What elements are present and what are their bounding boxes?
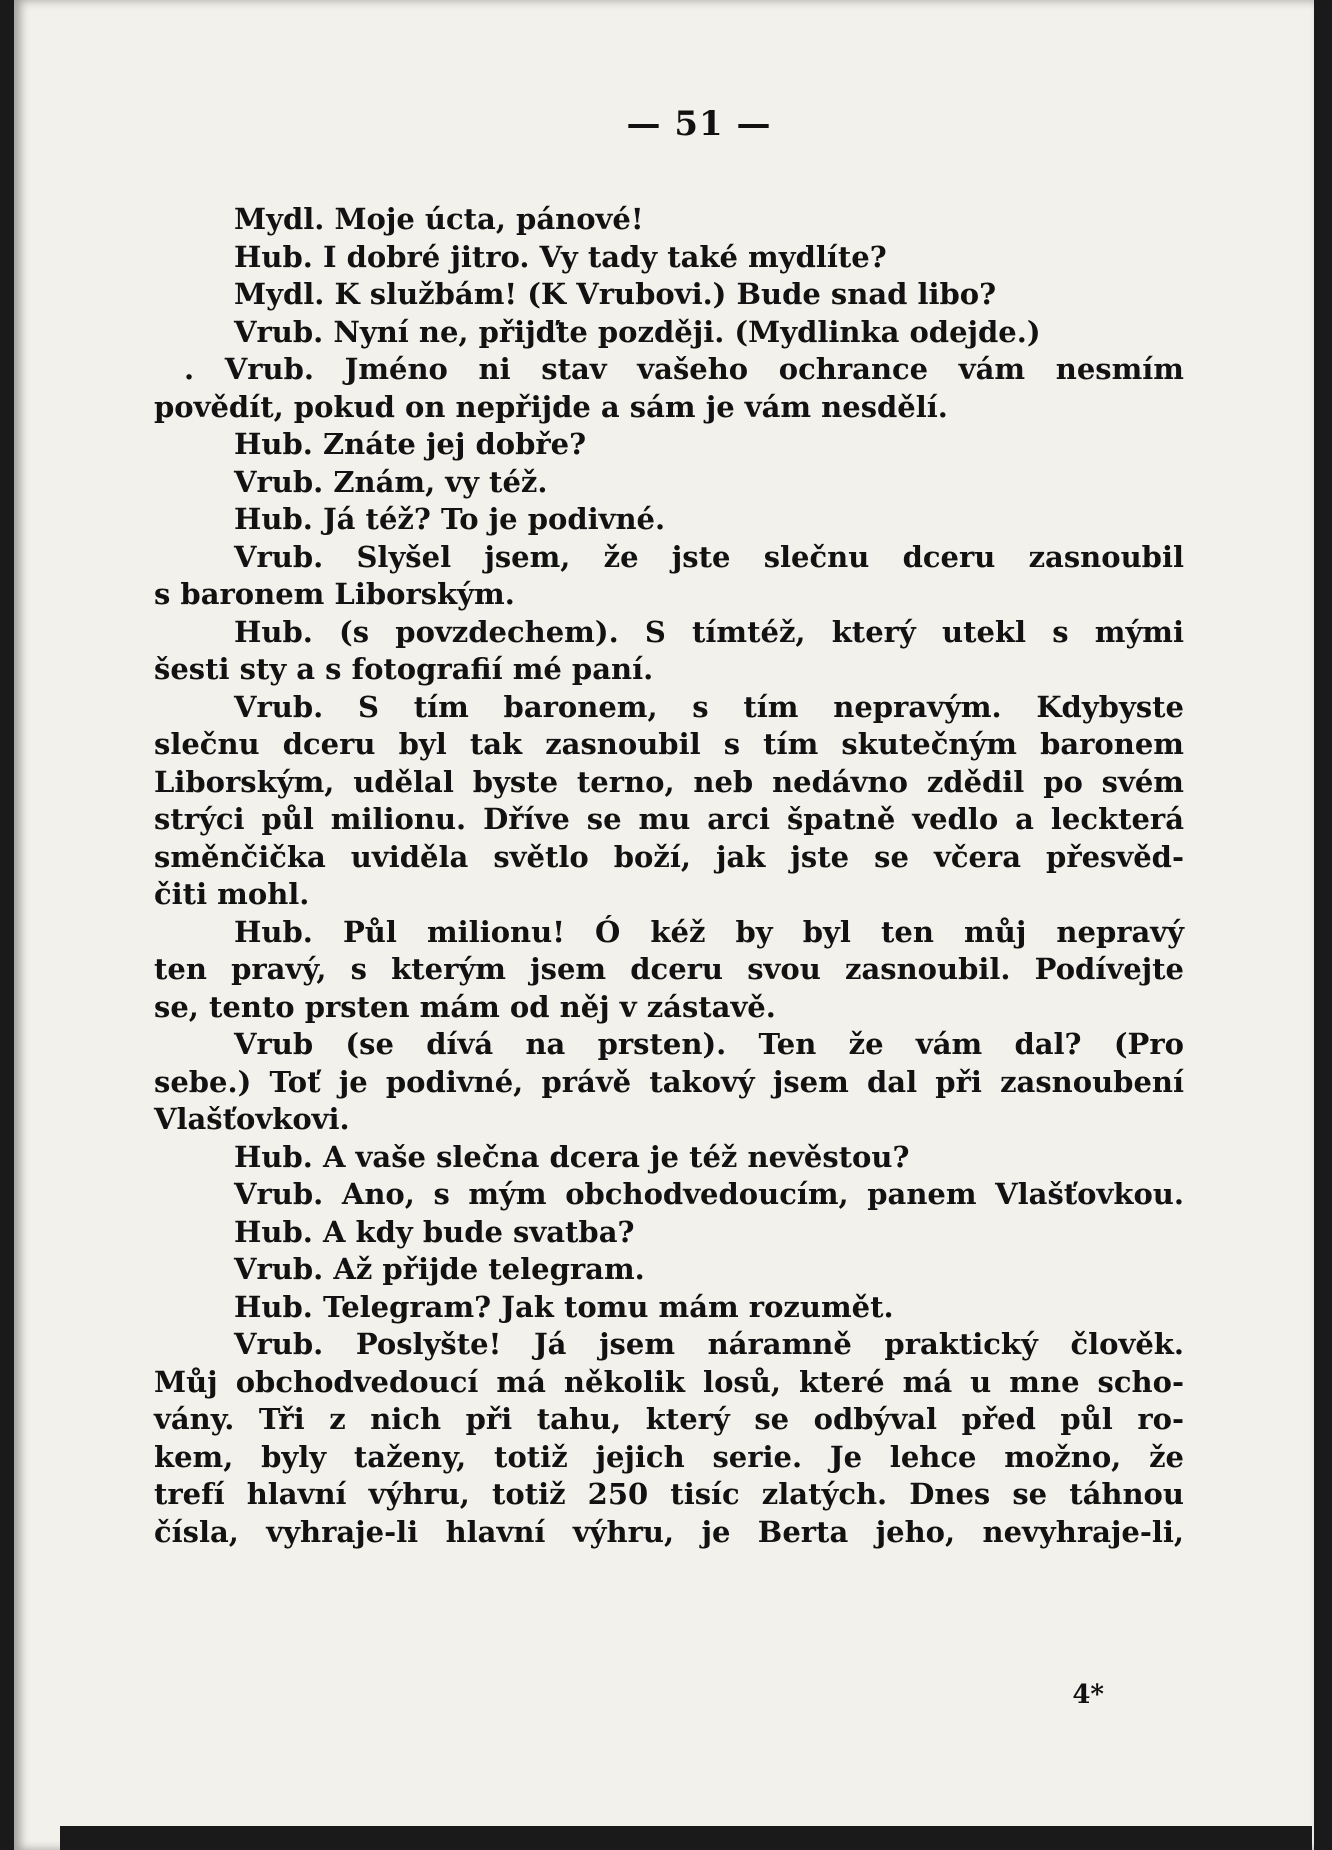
- text-line: . Vrub. Jméno ni stav vašeho ochrance vám nesmím: [184, 352, 1184, 386]
- text-line: čiti mohl.: [154, 877, 310, 911]
- page-edge-shadow: [60, 1826, 1312, 1850]
- text-line: směnčička uviděla světlo boží, jak jste se včera přesvěd-: [154, 839, 1184, 874]
- text-line: Hub. A vaše slečna dcera je též nevěstou?: [234, 1139, 910, 1174]
- text-line: Mydl. K službám! (K Vrubovi.) Bude snad libo?: [234, 277, 997, 311]
- text-line: Hub. Půl milionu! Ó kéž by byl ten můj nepravý: [234, 914, 1184, 949]
- text-line: Hub. Já též? To je podivné.: [234, 502, 666, 536]
- book-page: [14, 0, 1314, 1850]
- text-line: Vlašťovkovi.: [154, 1102, 350, 1136]
- text-line: Můj obchodvedoucí má několik losů, které má u mne scho-: [154, 1364, 1184, 1399]
- text-line: Hub. I dobré jitro. Vy tady také mydlíte?: [234, 239, 887, 274]
- text-line: kem, byly taženy, totiž jejich serie. Je lehce možno, že: [154, 1439, 1184, 1474]
- text-line: šesti sty a s fotografií mé paní.: [154, 652, 654, 686]
- text-line: Vrub. Poslyšte! Já jsem náramně praktický člověk.: [234, 1327, 1184, 1361]
- text-line: Vrub. Ano, s mým obchodvedoucím, panem Vlašťovkou.: [234, 1177, 1184, 1211]
- text-line: ten pravý, s kterým jsem dceru svou zasnoubil. Podívejte: [154, 952, 1184, 986]
- text-line: Hub. (s povzdechem). S tímtéž, který utekl s mými: [234, 614, 1184, 649]
- text-line: povědít, pokud on nepřijde a sám je vám nesdělí.: [154, 389, 948, 424]
- text-line: Mydl. Moje úcta, pánové!: [234, 202, 644, 236]
- text-line: s baronem Liborským.: [154, 577, 515, 611]
- text-line: Hub. Telegram? Jak tomu mám rozumět.: [234, 1289, 894, 1324]
- text-line: Liborským, udělal byste terno, neb nedávno zdědil po svém: [154, 764, 1184, 799]
- text-line: trefí hlavní výhru, totiž 250 tisíc zlatých. Dnes se táhnou: [154, 1477, 1184, 1511]
- text-line: vány. Tři z nich při tahu, který se odbýval před půl ro-: [154, 1402, 1184, 1436]
- text-line: sebe.) Toť je podivné, právě takový jsem dal při zasnoubení: [154, 1064, 1184, 1099]
- text-line: se, tento prsten mám od něj v zástavě.: [154, 989, 776, 1024]
- text-line: Vrub. Nyní ne, přijďte později. (Mydlinka odejde.): [234, 314, 1041, 349]
- text-line: Vrub. Až přijde telegram.: [234, 1252, 645, 1286]
- text-line: Hub. Znáte jej dobře?: [234, 427, 587, 461]
- page-number: — 51 —: [626, 104, 772, 144]
- text-line: strýci půl milionu. Dříve se mu arci špatně vedlo a leckterá: [154, 802, 1184, 836]
- text-line: slečnu dceru byl tak zasnoubil s tím skutečným baronem: [154, 727, 1184, 761]
- text-line: Vrub. Znám, vy též.: [234, 464, 548, 499]
- text-line: Vrub. Slyšel jsem, že jste slečnu dceru zasnoubil: [234, 539, 1184, 574]
- dialogue-text: [154, 201, 1184, 1551]
- text-line: Vrub (se dívá na prsten). Ten že vám dal? (Pro: [234, 1027, 1184, 1061]
- text-line: Hub. A kdy bude svatba?: [234, 1214, 635, 1249]
- text-line: Vrub. S tím baronem, s tím nepravým. Kdybyste: [234, 689, 1184, 724]
- signature-mark: 4*: [1072, 1680, 1104, 1710]
- text-line: čísla, vyhraje-li hlavní výhru, je Berta jeho, nevyhraje-li,: [154, 1514, 1184, 1549]
